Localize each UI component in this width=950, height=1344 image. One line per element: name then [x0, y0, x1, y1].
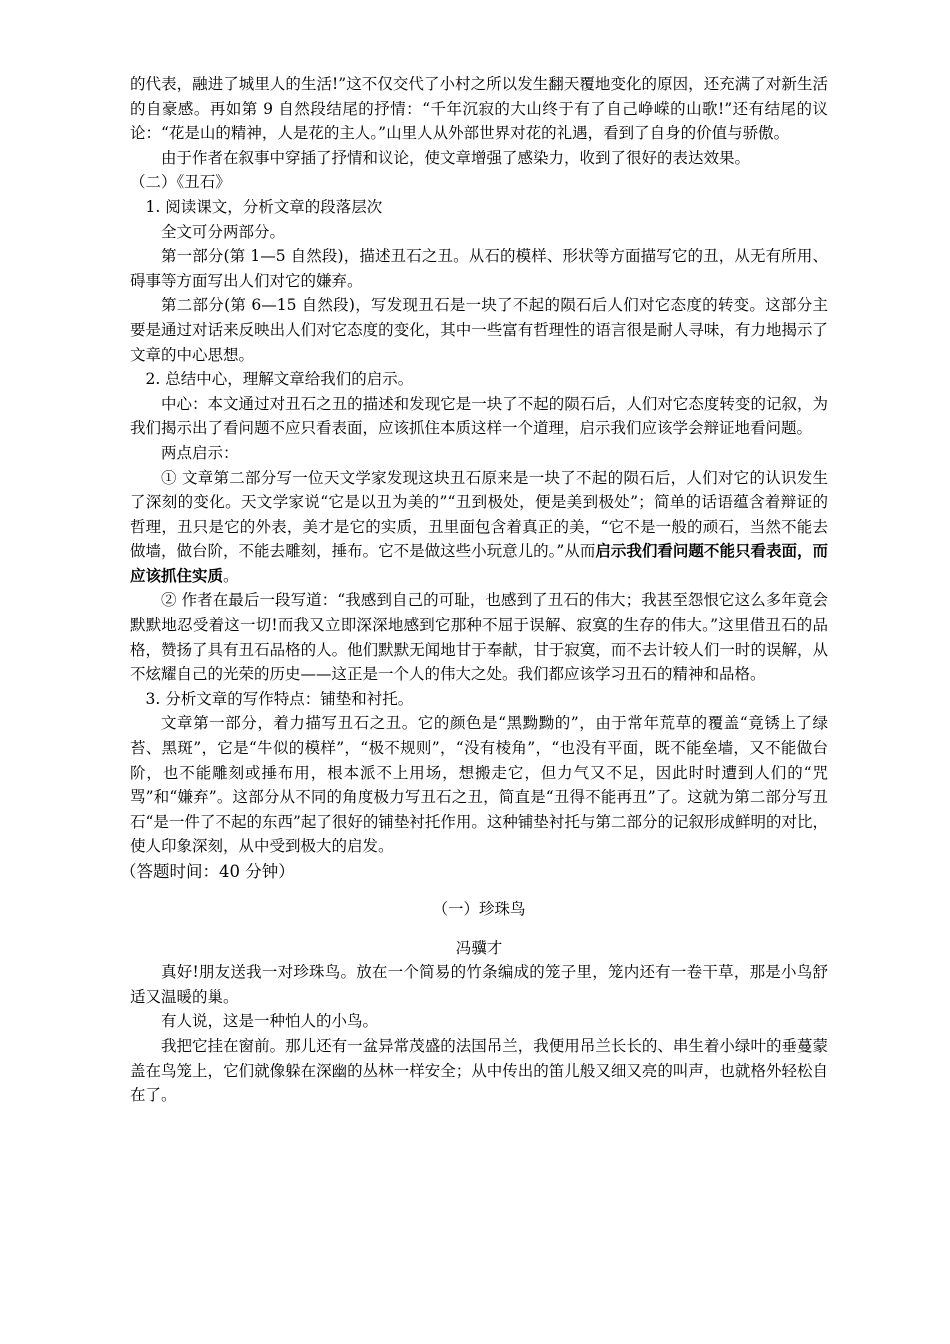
item-2-heading: 2. 总结中心，理解文章给我们的启示。	[145, 370, 414, 389]
item-2-paragraph-2: 两点启示：	[161, 443, 239, 462]
reading-paragraph-1: 真好!朋友送我一对珍珠鸟。放在一个简易的竹条编成的笼子里，笼内还有一卷干草，那是小鸟舒适又温暖的巢。	[130, 963, 828, 1006]
item-1-paragraph-3: 第二部分(第 6—15 自然段)，写发现丑石是一块了不起的陨石后人们对它态度的转变。这部分主要是通过对话来反映出人们对它态度的变化，其中一些富有哲理性的语言很是耐人寻味，有力地揭示了文章的中心思想。	[130, 296, 828, 364]
reading-title: （一）珍珠鸟	[432, 900, 526, 918]
answer-time-note: （答题时间：40 分钟）	[120, 862, 295, 881]
item-1-paragraph-1: 全文可分两部分。	[161, 222, 286, 241]
item-2-paragraph-1: 中心：本文通过对丑石之丑的描述和发现它是一块了不起的陨石后，人们对它态度转变的记叙，为我们揭示出了看问题不应只看表面，应该抓住本质这样一个道理，启示我们应该学会辩证地看问题。	[130, 394, 828, 438]
item-2-paragraph-3-text: ① 文章第二部分写一位天文学家发现这块丑石原来是一块了不起的陨石后，人们对它的认识发生了深刻的变化。天文学家说“它是以丑为美的”“丑到极处，便是美到极处”；简单的话语蕴含着辩证的哲理，丑只是它的外表，美才是它的实质，丑里面包含着真正的美，“它不是一般的顽石，当然不能去做墙，做台阶，不能去雕刻，捶布。它不是做这些小玩意儿的。”从而	[130, 468, 828, 561]
paragraph-intro-2: 由于作者在叙事中穿插了抒情和议论，使文章增强了感染力，收到了很好的表达效果。	[161, 148, 751, 167]
item-3-paragraph-1: 文章第一部分，着力描写丑石之丑。它的颜色是“黑黝黝的”，由于常年荒草的覆盖“竟锈上了绿苔、黑斑”，它是“牛似的模样”，“极不规则”，“没有棱角”，“也没有平面，既不能垒墙，又不能做台阶，也不能雕刻或捶布用，根本派不上用场，想搬走它，但力气又不足，因此时时遭到人们的“咒骂”和“嫌弃”。这部分从不同的角度极力写丑石之丑，简直是“丑得不能再丑”了。这就为第二部分写丑石“是一件了不起的东西”起了很好的铺垫衬托作用。这种铺垫衬托与第二部分的记叙形成鲜明的对比，使人印象深刻，从中受到极大的启发。	[130, 714, 828, 856]
reading-author: 冯骥才	[455, 938, 503, 957]
item-2-paragraph-3-end: 。	[223, 566, 239, 585]
item-3-heading: 3. 分析文章的写作特点：铺垫和衬托。	[145, 689, 414, 708]
reading-paragraph-2: 有人说，这是一种怕人的小鸟。	[161, 1012, 379, 1031]
section-two-heading: （二）《丑石》	[130, 173, 231, 192]
item-1-paragraph-2: 第一部分(第 1—5 自然段)，描述丑石之丑。从石的模样、形状等方面描写它的丑，从无有所用、碍事等方面写出人们对它的嫌弃。	[130, 247, 828, 290]
item-2-key-insight: 启示我们看问题不能只看表面，而应该抓住实质	[130, 541, 828, 585]
item-2-paragraph-4: ② 作者在最后一段写道：“我感到自己的可耻，也感到了丑石的伟大；我甚至怨恨它这么多年竟会默默地忍受着这一切!而我又立即深深地感到它那种不屈于误解、寂寞的生存的伟大。”这里借丑石的品格，赞扬了具有丑石品格的人。他们默默无闻地甘于奉献，甘于寂寞，而不去计较人们一时的误解，从不炫耀自己的光荣的历史——这正是一个人的伟大之处。我们都应该学习丑石的精神和品格。	[130, 591, 828, 684]
item-2-paragraph-3	[130, 466, 828, 589]
reading-paragraph-3: 我把它挂在窗前。那儿还有一盆异常茂盛的法国吊兰，我便用吊兰长长的、串生着小绿叶的垂蔓蒙盖在鸟笼上，它们就像躲在深幽的丛林一样安全；从中传出的笛儿般又细又亮的叫声，也就格外轻松自在了。	[130, 1036, 828, 1105]
paragraph-intro-1: 的代表，融进了城里人的生活!”这不仅交代了小村之所以发生翻天覆地变化的原因，还充满了对新生活的自豪感。再如第 9 自然段结尾的抒情：“千年沉寂的大山终于有了自己峥嵘的山歌!”还有结尾的议论：“花是山的精神，人是花的主人。”山里人从外部世界对花的礼遇，看到了自身的价值与骄傲。	[130, 75, 828, 143]
item-1-heading: 1. 阅读课文，分析文章的段落层次	[145, 197, 383, 216]
